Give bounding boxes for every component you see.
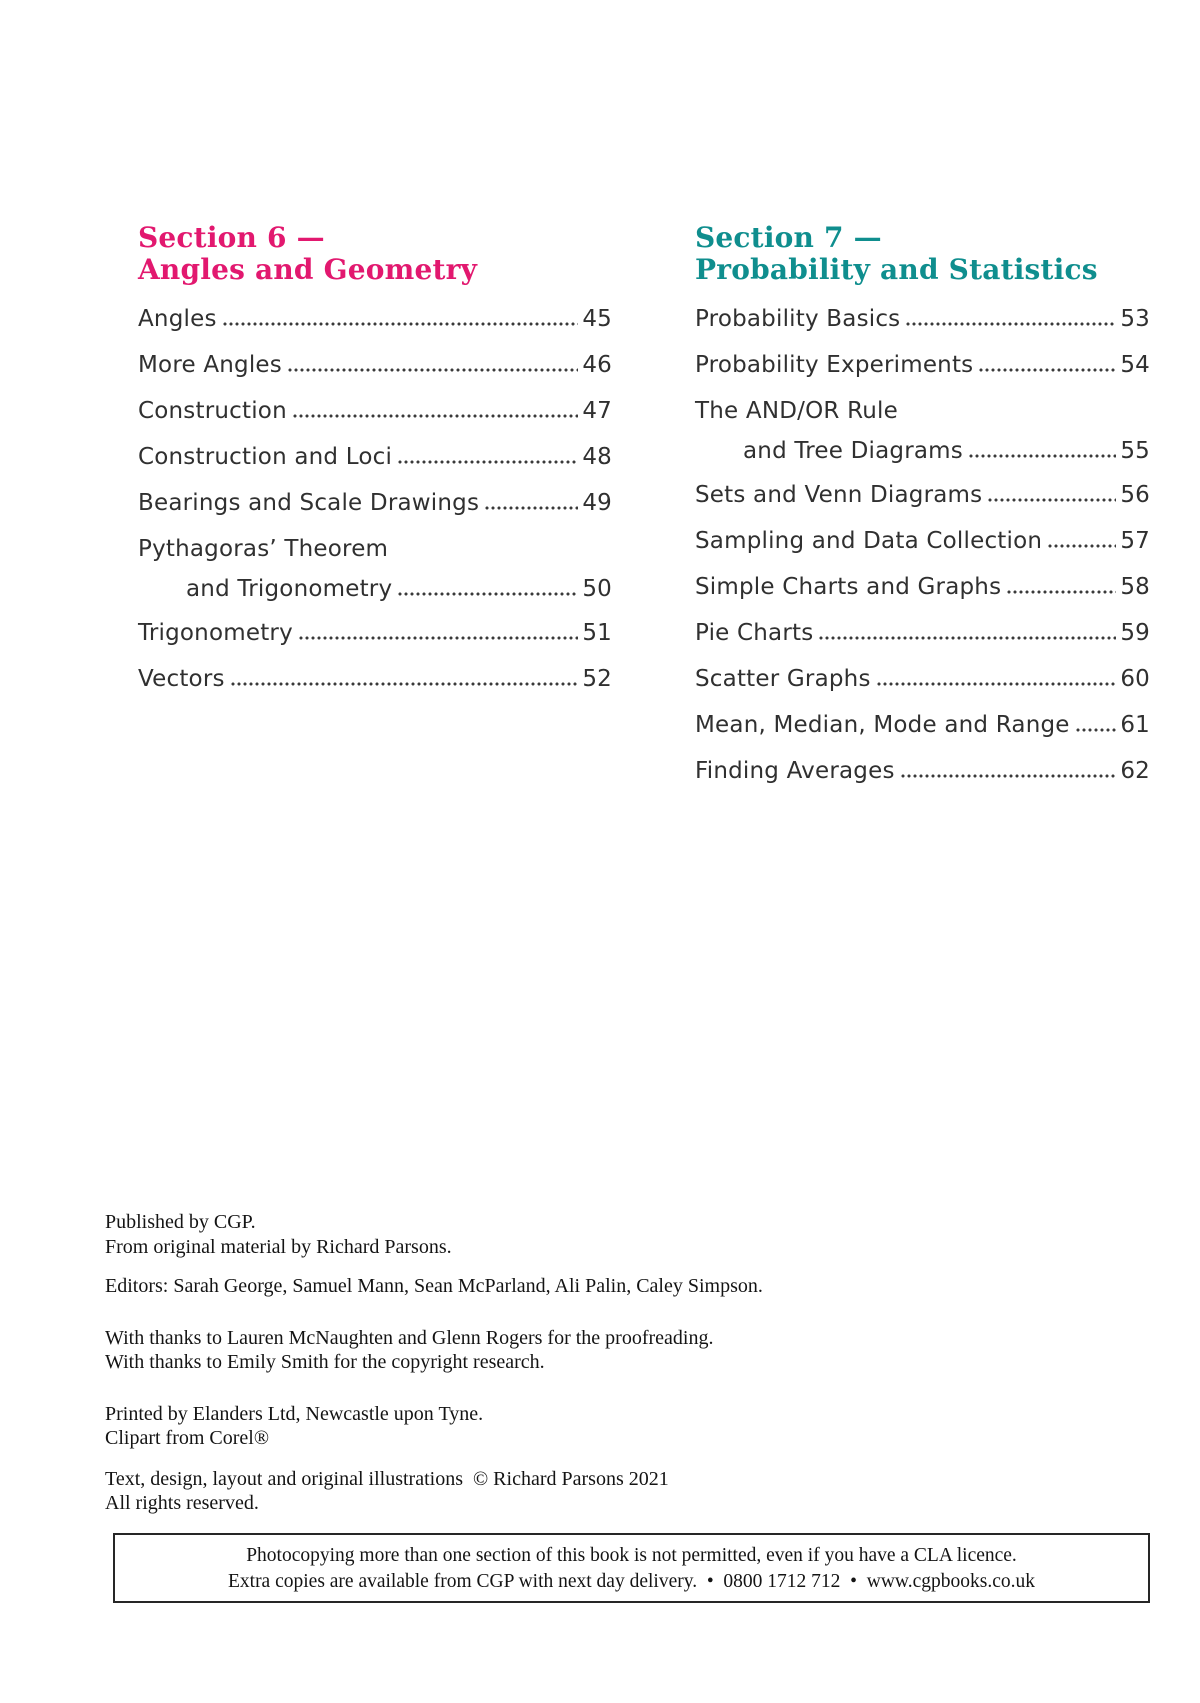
toc-entry-page: 61 xyxy=(1120,712,1150,738)
toc-entry-bearings xyxy=(138,489,612,535)
toc-entry-mean-median xyxy=(695,711,1150,757)
toc-entry-finding-averages xyxy=(695,757,1150,803)
toc-entry-pie-charts xyxy=(695,619,1150,665)
toc-entry-label: Pie Charts xyxy=(695,620,814,646)
notice-line-2: Extra copies are available from CGP with next day delivery. • 0800 1712 712 • www.cgpbooks.co.uk xyxy=(227,1571,1035,1592)
colophon-line: All rights reserved. xyxy=(105,1492,259,1514)
toc-entry-page: 58 xyxy=(1120,574,1150,600)
toc-entry-scatter-graphs xyxy=(695,665,1150,711)
dotted-leader xyxy=(877,682,1117,686)
toc-entry-page: 47 xyxy=(582,398,612,424)
dotted-leader xyxy=(979,368,1116,372)
dotted-leader xyxy=(969,454,1116,458)
toc-entry-page: 62 xyxy=(1120,758,1150,784)
toc-entry-label: Mean, Median, Mode and Range xyxy=(695,712,1070,738)
toc-entry-label: Sampling and Data Collection xyxy=(695,528,1043,554)
toc-entry-page: 49 xyxy=(582,490,612,516)
toc-entry-label: Construction and Loci xyxy=(138,444,393,470)
dotted-leader xyxy=(288,368,578,372)
toc-entry-page: 50 xyxy=(582,576,612,602)
toc-entry-probability-basics xyxy=(695,305,1150,351)
toc-entry-line2 xyxy=(138,575,612,619)
toc-entry-label: and Trigonometry xyxy=(186,576,393,602)
section-7-heading xyxy=(695,222,1150,286)
toc-entry-label: Construction xyxy=(138,398,287,424)
toc-entry-page: 55 xyxy=(1120,438,1150,464)
toc-entry-trigonometry xyxy=(138,619,612,665)
toc-entry-label: Bearings and Scale Drawings xyxy=(138,490,480,516)
toc-entry-page: 46 xyxy=(582,352,612,378)
colophon-line: Printed by Elanders Ltd, Newcastle upon Tyne. xyxy=(105,1402,484,1425)
toc-entry-label: Vectors xyxy=(138,666,225,692)
toc-entry-page: 54 xyxy=(1120,352,1150,378)
toc-entry-page: 60 xyxy=(1120,666,1150,692)
toc-entry-label-line1: The AND/OR Rule xyxy=(695,398,898,424)
dotted-leader xyxy=(231,682,579,686)
dotted-leader xyxy=(901,774,1117,778)
dotted-leader xyxy=(293,414,578,418)
toc-entry-page: 53 xyxy=(1120,306,1150,332)
toc-entry-label: and Tree Diagrams xyxy=(743,438,963,464)
section-6-heading xyxy=(138,222,612,286)
toc-entry-label: Sets and Venn Diagrams xyxy=(695,482,983,508)
dotted-leader xyxy=(1007,590,1116,594)
colophon-line: Text, design, layout and original illustrations © Richard Parsons 2021 xyxy=(105,1467,669,1490)
section-6-title-line2: Angles and Geometry xyxy=(138,253,478,286)
toc-entry-page: 56 xyxy=(1120,482,1150,508)
toc-entry-label: Scatter Graphs xyxy=(695,666,871,692)
toc-entry-label: Finding Averages xyxy=(695,758,895,784)
colophon-line: With thanks to Lauren McNaughten and Glenn Rogers for the proofreading. xyxy=(105,1326,714,1349)
toc-entry-construction-loci xyxy=(138,443,612,489)
toc-entry-label: Angles xyxy=(138,306,217,332)
toc-section-6 xyxy=(138,222,612,711)
toc-entry-and-or-rule xyxy=(695,397,1150,481)
toc-entry-label: Trigonometry xyxy=(138,620,293,646)
toc-entry-page: 59 xyxy=(1120,620,1150,646)
dotted-leader xyxy=(1076,728,1117,732)
notice-line-1: Photocopying more than one section of this book is not permitted, even if you have a CLA licence. xyxy=(246,1545,1017,1566)
toc-entry-angles xyxy=(138,305,612,351)
dotted-leader xyxy=(1048,544,1116,548)
dotted-leader xyxy=(906,322,1116,326)
colophon-editors xyxy=(105,1274,763,1299)
dotted-leader xyxy=(398,460,578,464)
toc-entry-pythagoras xyxy=(138,535,612,619)
toc-list-section-6 xyxy=(138,305,612,711)
toc-entry-label: Probability Basics xyxy=(695,306,901,332)
toc-entry-label: Simple Charts and Graphs xyxy=(695,574,1002,600)
toc-entry-page: 48 xyxy=(582,444,612,470)
colophon-line: Editors: Sarah George, Samuel Mann, Sean McParland, Ali Palin, Caley Simpson. xyxy=(105,1275,763,1297)
section-6-title-line1: Section 6 — xyxy=(138,221,325,254)
dotted-leader xyxy=(819,636,1116,640)
photocopy-notice-box xyxy=(113,1533,1150,1603)
toc-entry-label: Probability Experiments xyxy=(695,352,974,378)
section-7-title-line1: Section 7 — xyxy=(695,221,882,254)
dotted-leader xyxy=(398,592,578,596)
colophon-published xyxy=(105,1210,763,1259)
toc-entry-sampling xyxy=(695,527,1150,573)
dotted-leader xyxy=(223,322,579,326)
toc-entry-page: 51 xyxy=(582,620,612,646)
colophon-line: Published by CGP. xyxy=(105,1211,256,1233)
colophon xyxy=(105,1210,763,1516)
toc-entry-probability-experiments xyxy=(695,351,1150,397)
dotted-leader xyxy=(299,636,578,640)
toc-entry-label: More Angles xyxy=(138,352,282,378)
section-7-title-line2: Probability and Statistics xyxy=(695,253,1098,286)
toc-entry-construction xyxy=(138,397,612,443)
colophon-printer xyxy=(105,1402,763,1451)
dotted-leader xyxy=(485,506,578,510)
toc-entry-label-line1: Pythagoras’ Theorem xyxy=(138,536,389,562)
toc-entry-vectors xyxy=(138,665,612,711)
toc-entry-sets-venn xyxy=(695,481,1150,527)
toc-entry-page: 52 xyxy=(582,666,612,692)
toc-entry-page: 57 xyxy=(1120,528,1150,554)
colophon-copyright xyxy=(105,1467,763,1516)
toc-entry-simple-charts xyxy=(695,573,1150,619)
toc-entry-more-angles xyxy=(138,351,612,397)
colophon-line: From original material by Richard Parsons. xyxy=(105,1235,452,1258)
colophon-thanks xyxy=(105,1326,763,1375)
colophon-line: Clipart from Corel® xyxy=(105,1427,270,1449)
toc-entry-line2 xyxy=(695,437,1150,481)
toc-entry-page: 45 xyxy=(582,306,612,332)
toc-section-7 xyxy=(695,222,1150,803)
colophon-line: With thanks to Emily Smith for the copyright research. xyxy=(105,1351,545,1373)
dotted-leader xyxy=(988,498,1116,502)
toc-list-section-7 xyxy=(695,305,1150,803)
